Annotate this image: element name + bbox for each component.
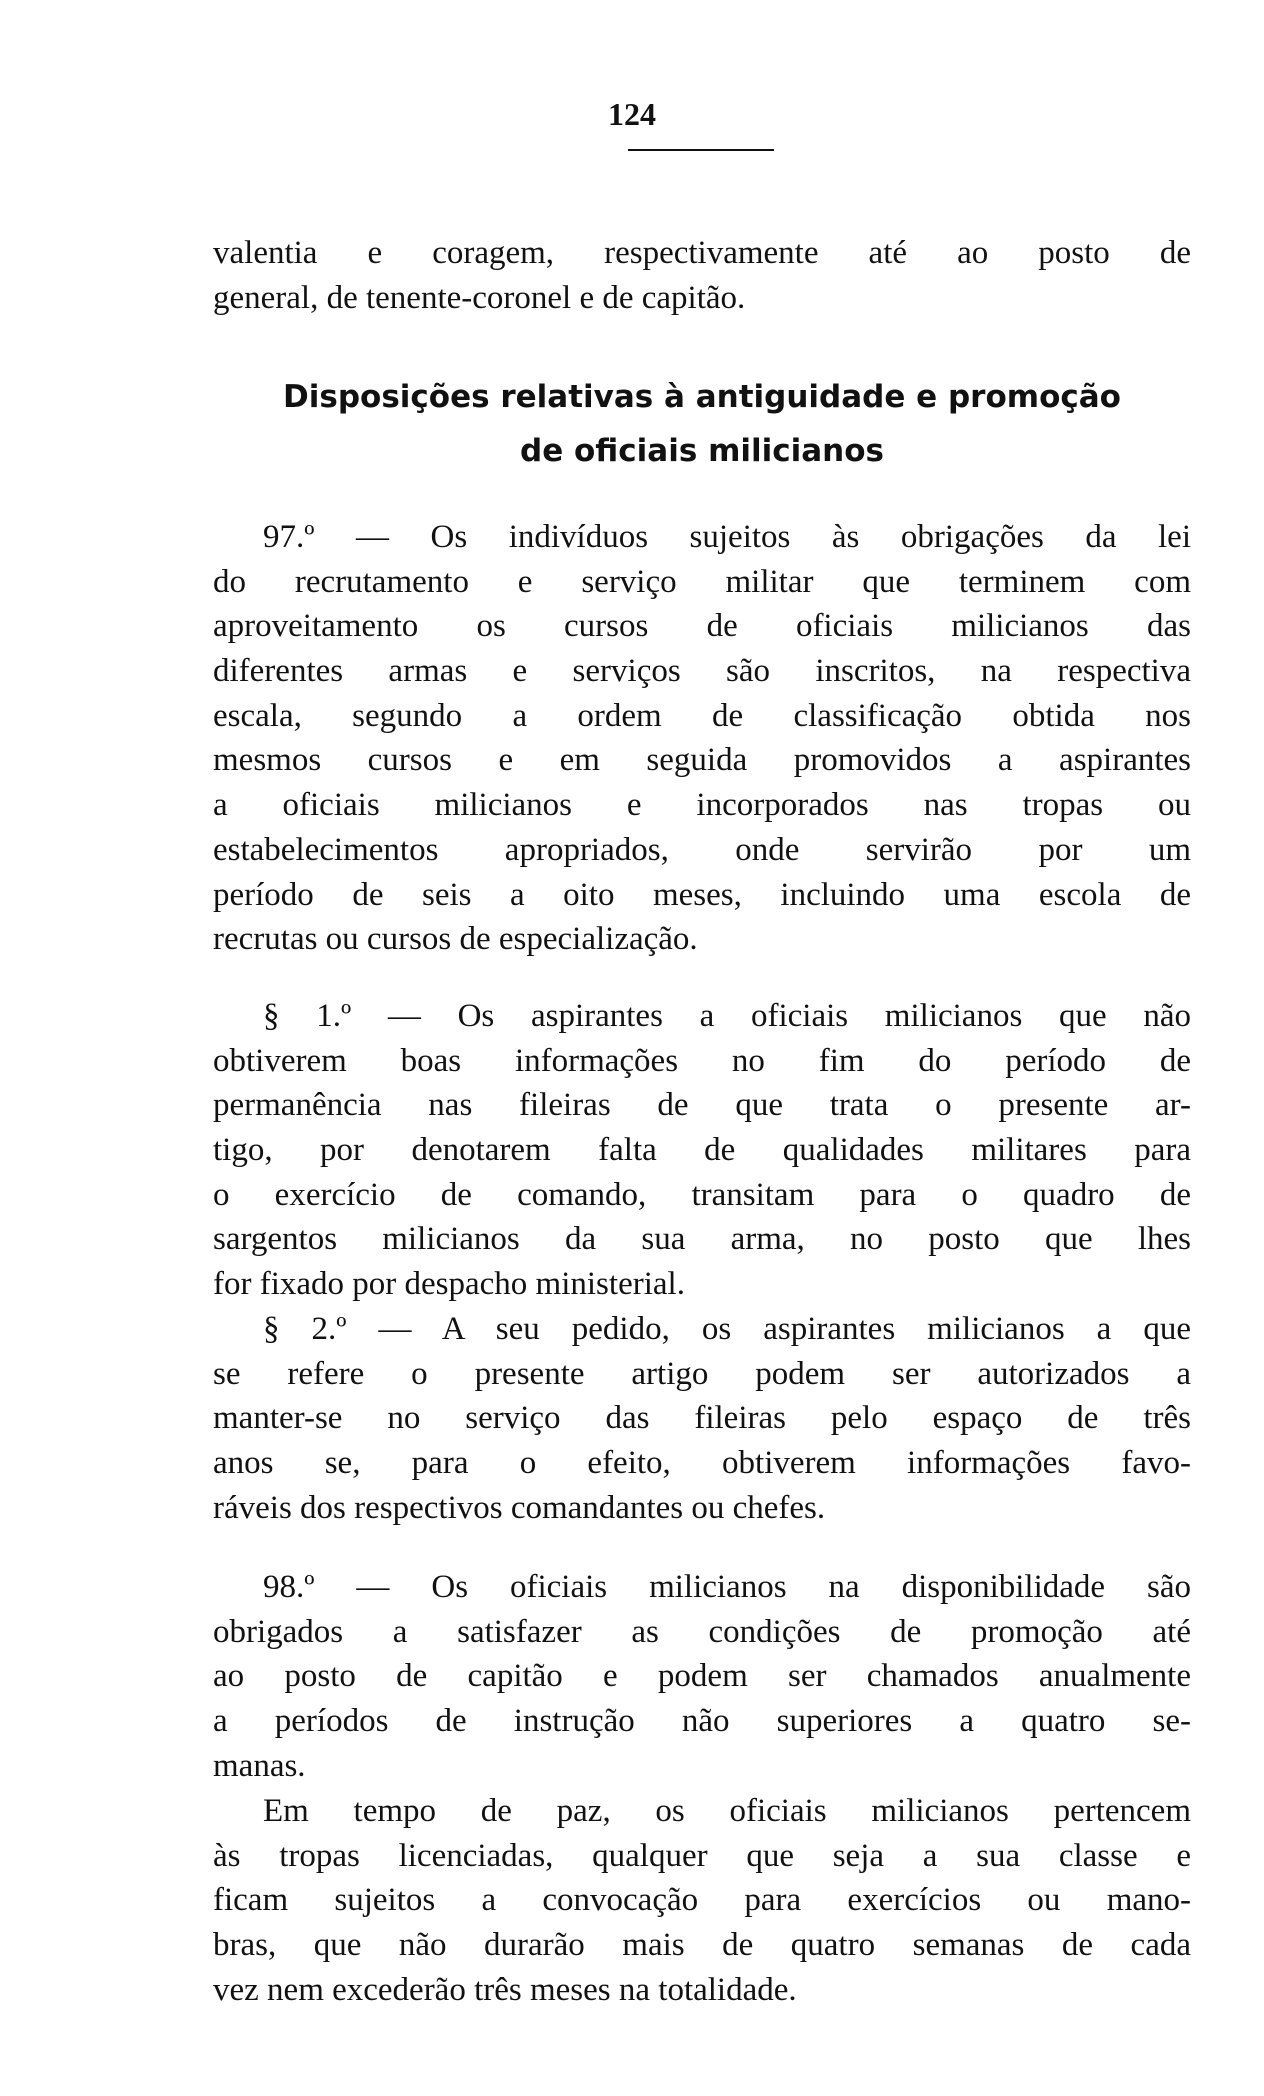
text-line: diferentes armas e serviços são inscritos, na respectiva	[213, 653, 1191, 690]
paragraph-art-97	[213, 515, 1191, 962]
text-line: 97.º — Os indivíduos sujeitos às obrigações da lei	[263, 519, 1191, 555]
text-line: permanência nas fileiras de que trata o presente ar-	[213, 1087, 1191, 1124]
text-line: obrigados a satisfazer as condições de promoção até	[213, 1613, 1191, 1650]
text-line: tigo, por denotarem falta de qualidades militares para	[213, 1132, 1191, 1169]
text-line: 98.º — Os oficiais milicianos na disponibilidade são	[263, 1569, 1191, 1605]
text-line: vez nem excederão três meses na totalidade.	[213, 1971, 797, 2008]
paragraph-art-98	[213, 1565, 1191, 1788]
text-line: Em tempo de paz, os oficiais milicianos pertencem	[263, 1793, 1191, 1829]
text-line: anos se, para o efeito, obtiverem informações favo-	[213, 1445, 1191, 1482]
text-line: recrutas ou cursos de especialização.	[213, 921, 698, 958]
text-line: general, de tenente-coronel e de capitão.	[213, 279, 746, 316]
text-line: § 1.º — Os aspirantes a oficiais milicianos que não	[263, 998, 1191, 1034]
paragraph-art-97-par-2	[213, 1307, 1191, 1530]
text-line: às tropas licenciadas, qualquer que seja a sua classe e	[213, 1837, 1191, 1874]
text-line: sargentos milicianos da sua arma, no posto que lhes	[213, 1221, 1191, 1258]
text-line: § 2.º — A seu pedido, os aspirantes milicianos a que	[263, 1311, 1191, 1347]
paragraph-art-98-cont	[213, 1789, 1191, 2012]
text-line: do recrutamento e serviço militar que terminem com	[213, 563, 1191, 600]
text-line: manter-se no serviço das fileiras pelo espaço de três	[213, 1400, 1191, 1437]
text-line: bras, que não durarão mais de quatro semanas de cada	[213, 1927, 1191, 1964]
heading-line: Disposições relativas à antiguidade e promoção	[283, 379, 1121, 415]
section-heading	[213, 370, 1191, 478]
heading-line: de oficiais milicianos	[520, 433, 884, 469]
page-number-rule	[628, 149, 774, 151]
text-line: estabelecimentos apropriados, onde servirão por um	[213, 831, 1191, 868]
text-line: período de seis a oito meses, incluindo uma escola de	[213, 876, 1191, 913]
text-line: a oficiais milicianos e incorporados nas tropas ou	[213, 787, 1191, 824]
text-line: ao posto de capitão e podem ser chamados anualmente	[213, 1658, 1191, 1695]
text-line: mesmos cursos e em seguida promovidos a aspirantes	[213, 742, 1191, 779]
text-line: for fixado por despacho ministerial.	[213, 1266, 685, 1303]
text-line: obtiverem boas informações no fim do período de	[213, 1042, 1191, 1079]
text-line: ráveis dos respectivos comandantes ou chefes.	[213, 1489, 826, 1526]
paragraph-continuation	[213, 231, 1191, 320]
text-line: manas.	[213, 1747, 306, 1784]
text-line: aproveitamento os cursos de oficiais milicianos das	[213, 608, 1191, 645]
text-line: ficam sujeitos a convocação para exercícios ou mano-	[213, 1882, 1191, 1919]
text-line: a períodos de instrução não superiores a quatro se-	[213, 1703, 1191, 1740]
text-line: valentia e coragem, respectivamente até ao posto de	[213, 235, 1191, 271]
page-number: 124	[608, 96, 656, 132]
paragraph-art-97-par-1	[213, 994, 1191, 1307]
text-line: se refere o presente artigo podem ser autorizados a	[213, 1355, 1191, 1392]
text-line: escala, segundo a ordem de classificação obtida nos	[213, 697, 1191, 734]
text-line: o exercício de comando, transitam para o quadro de	[213, 1176, 1191, 1213]
